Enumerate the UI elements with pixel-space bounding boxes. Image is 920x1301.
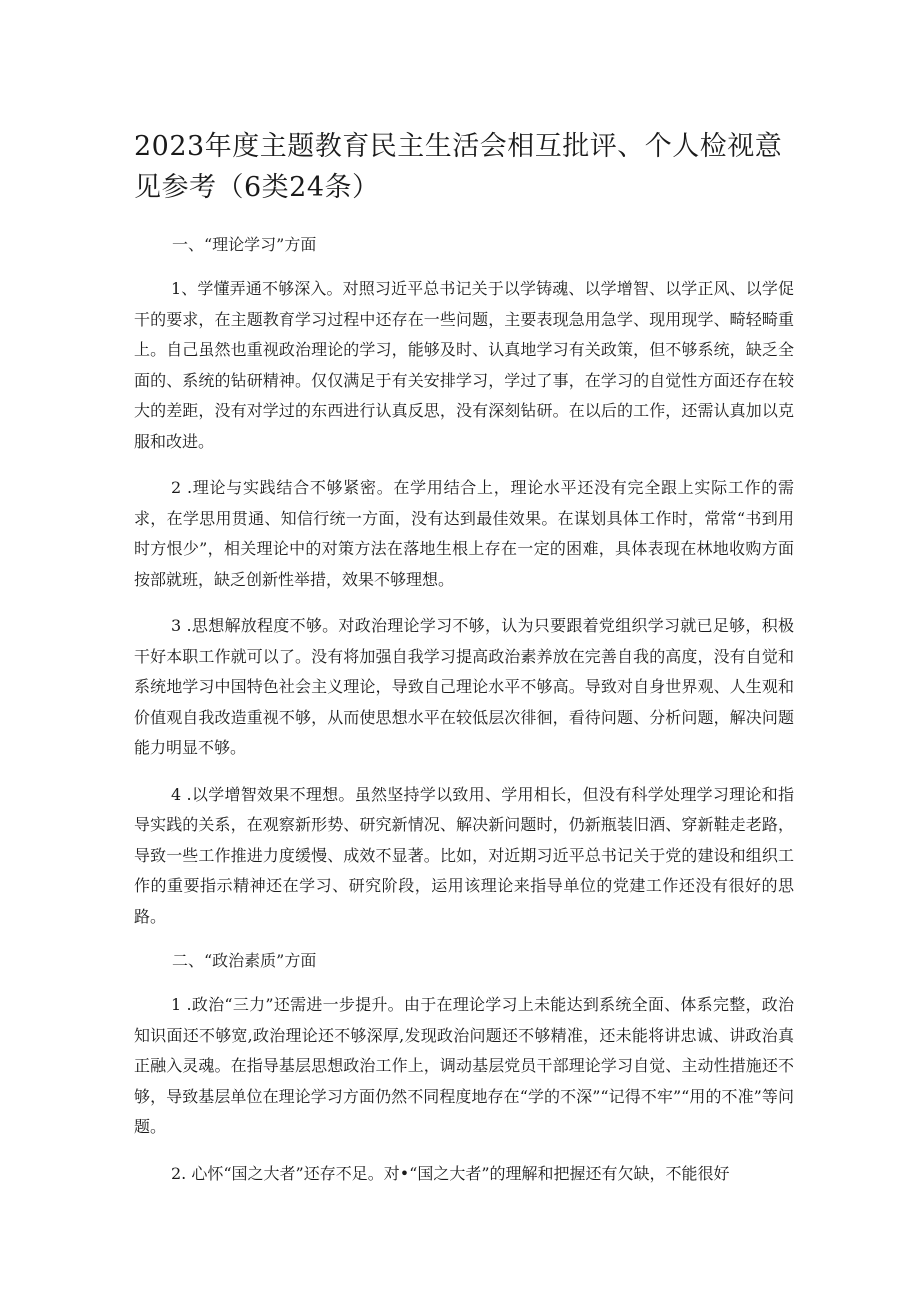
section-heading-theory-study: 一、“理论学习”方面 [172,235,317,254]
document-title: 2023年度主题教育民主生活会相互批评、个人检视意见参考（6类24条） [134,131,783,203]
theory-item-4: 4 .以学增智效果不理想。虽然坚持学以致用、学用相长，但没有科学处理学习理论和指导实践的关系，在观察新形势、研究新情况、解决新问题时，仍新瓶装旧酒、穿新鞋走老路，导致一些工作推进力度缓慢、成效不显著。比如，对近期习近平总书记关于党的建设和组织工作的重要指示精神还在学习、研究阶段，运用该理论来指导单位的党建工作还没有很好的思路。 [134,784,794,926]
document-body [134,232,794,1205]
theory-item-2: 2 .理论与实践结合不够紧密。在学用结合上，理论水平还没有完全跟上实际工作的需求，在学思用贯通、知信行统一方面，没有达到最佳效果。在谋划具体工作时，常常“书到用时方恨少”，相关理论中的对策方法在落地生根上存在一定的困难，具体表现在林地收购方面按部就班，缺乏创新性举措，效果不够理想。 [134,478,794,589]
theory-item-3: 3 .思想解放程度不够。对政治理论学习不够，认为只要跟着党组织学习就已足够，积极干好本职工作就可以了。没有将加强自我学习提高政治素养放在完善自我的高度，没有自觉和系统地学习中国特色社会主义理论，导致自己理论水平不够高。导致对自身世界观、人生观和价值观自我改造重视不够，从而使思想水平在较低层次徘徊，看待问题、分析问题，解决问题能力明显不够。 [134,616,794,757]
political-item-1: 1 .政治“三力”还需进一步提升。由于在理论学习上未能达到系统全面、体系完整，政治知识面还不够宽,政治理论还不够深厚,发现政治问题还不够精准，还未能将讲忠诚、讲政治真正融入灵魂。在指导基层思想政治工作上，调动基层党员干部理论学习自觉、主动性措施还不够，导致基层单位在理论学习方面仍然不同程度地存在“学的不深”“记得不牢”“用的不准”等问题。 [134,995,794,1136]
political-item-2: 2. 心怀“国之大者”还存不足。对•“国之大者”的理解和把握还有欠缺，不能很好 [171,1163,730,1183]
theory-item-1: 1、学懂弄通不够深入。对照习近平总书记关于以学铸魂、以学增智、以学正风、以学促干的要求，在主题教育学习过程中还存在一些问题，主要表现急用急学、现用现学、畸轻畸重上。自己虽然也重视政治理论的学习，能够及时、认真地学习有关政策，但不够系统，缺乏全面的、系统的钻研精神。仅仅满足于有关安排学习，学过了事，在学习的自觉性方面还存在较大的差距，没有对学过的东西进行认真反思，没有深刻钻研。在以后的工作，还需认真加以克服和改进。 [134,279,794,451]
section-heading-political-quality: 二、“政治素质”方面 [172,951,317,970]
